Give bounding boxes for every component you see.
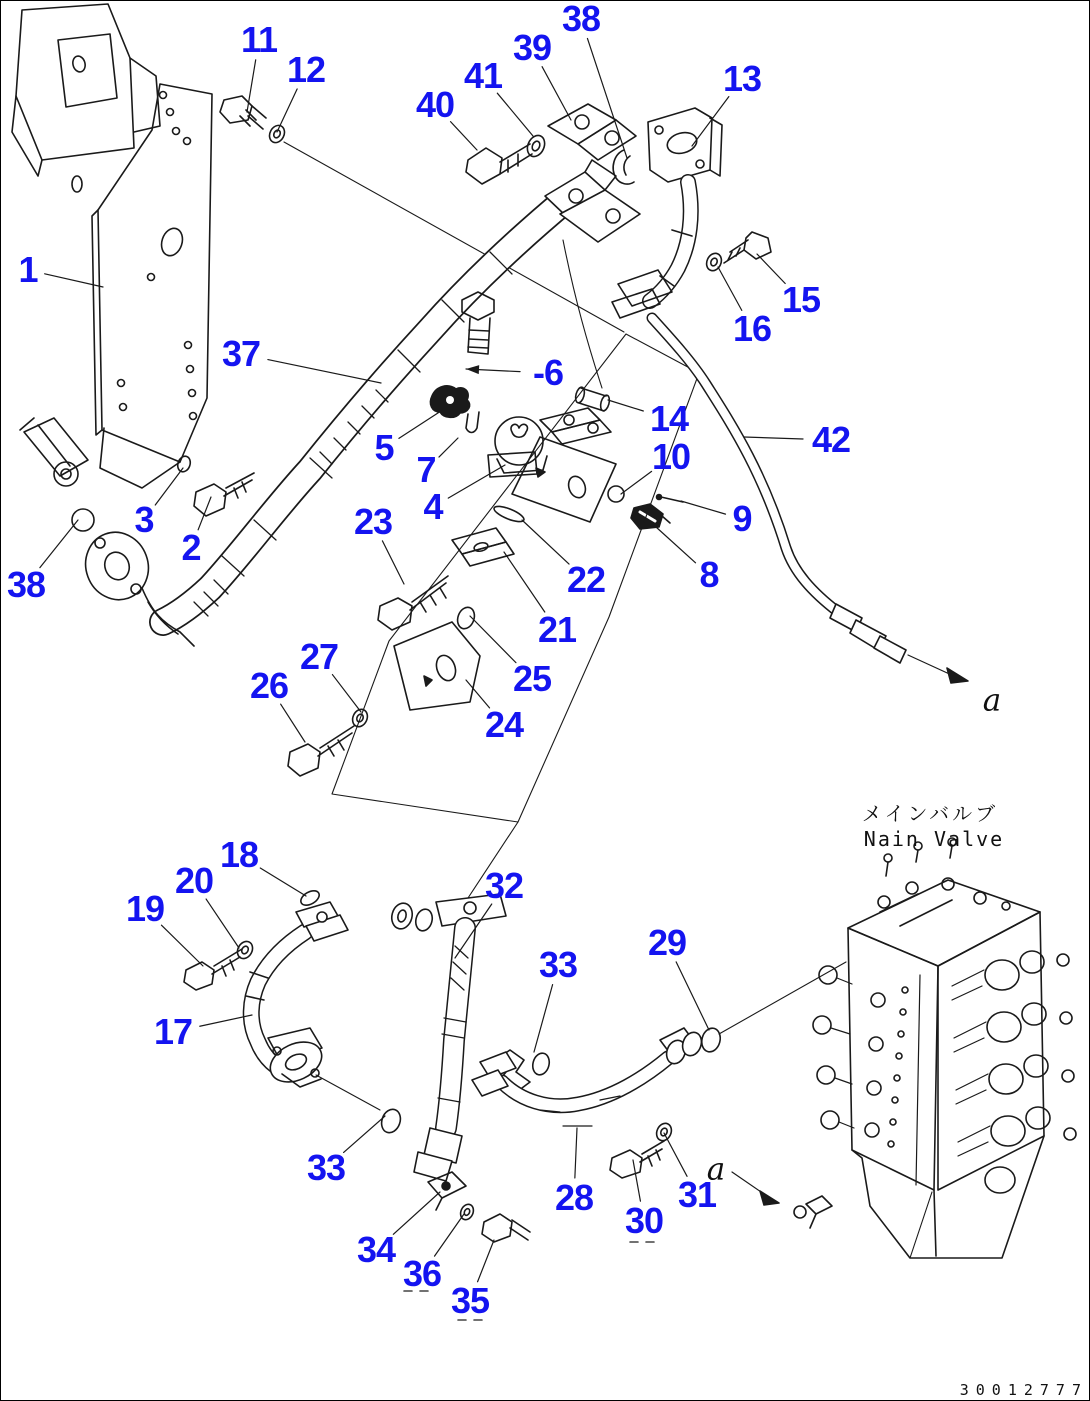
callout-40-5: 40 (415, 84, 455, 125)
callout-41-4: 41 (463, 55, 503, 96)
leader-line-18 (260, 868, 306, 896)
leader-line-25 (470, 616, 516, 663)
callout-5-12: 5 (374, 427, 394, 468)
callout-8-22: 8 (699, 554, 719, 595)
leader-line-3 (155, 468, 183, 505)
leader-line-7 (439, 438, 458, 457)
callout-27-27: 27 (299, 636, 339, 677)
callout-16-9: 16 (732, 308, 772, 349)
leader-line-12 (277, 89, 297, 132)
leader-line-36 (435, 1214, 464, 1256)
callout-33-35: 33 (538, 944, 578, 985)
callout-35-43: 35 (450, 1280, 490, 1321)
valve-4-assembly (430, 386, 683, 631)
leader-line-1 (45, 274, 103, 287)
leader-line-27 (332, 675, 361, 712)
callout-2-20: 2 (181, 527, 201, 568)
callout-3-19: 3 (134, 499, 154, 540)
callout-9-18: 9 (732, 498, 752, 539)
leader-line-42 (744, 437, 803, 439)
panel-outline (332, 334, 699, 898)
callout-14-14: 14 (649, 398, 689, 439)
leader-line-2 (198, 497, 211, 530)
leader-line-29 (676, 962, 709, 1030)
callout-31-39: 31 (677, 1174, 717, 1215)
callout-33-37: 33 (306, 1147, 346, 1188)
leader-line-26 (281, 704, 305, 742)
main-valve (794, 838, 1076, 1258)
callout-10-16: 10 (651, 436, 691, 477)
hose-37 (163, 160, 640, 622)
callout-11-0: 11 (240, 19, 278, 60)
leader-line-22 (522, 520, 569, 564)
callout-19-32: 19 (125, 888, 165, 929)
leader-line-31 (664, 1133, 687, 1176)
hose-42 (649, 318, 968, 683)
callout-37-10: 37 (221, 333, 261, 374)
leader-line-38 (587, 38, 627, 158)
leader-line-35 (478, 1240, 494, 1282)
leader-line-28 (575, 1128, 577, 1178)
callout-42-15: 42 (811, 419, 851, 460)
callout-20-31: 20 (174, 860, 214, 901)
callout-12-1: 12 (286, 49, 326, 90)
callout-1-7: 1 (18, 249, 38, 290)
callout-34-41: 34 (356, 1229, 396, 1270)
main-valve-label-en: Nain Valve (863, 827, 1005, 851)
leader-line-33 (534, 985, 553, 1052)
leader-line-15 (757, 254, 785, 283)
callout-30-40: 30 (624, 1200, 664, 1241)
leader-line-9 (681, 501, 726, 514)
callout-7-13: 7 (416, 449, 436, 490)
callout-28-38: 28 (554, 1177, 594, 1218)
callout-26-28: 26 (249, 665, 289, 706)
callout-39-3: 39 (512, 27, 552, 68)
callout-23-21: 23 (353, 501, 393, 542)
callout-24-29: 24 (484, 704, 524, 745)
leader-line-30 (633, 1160, 640, 1201)
leader-line-19 (161, 925, 203, 966)
leader-line-23 (382, 541, 404, 584)
view-ref-a-1: a (706, 1151, 726, 1188)
callout-32-33: 32 (484, 865, 524, 906)
callout-22-23: 22 (566, 559, 606, 600)
callout-25-26: 25 (512, 658, 552, 699)
leader-line-16 (718, 267, 742, 310)
callout-38-2: 38 (561, 0, 601, 39)
callout-29-34: 29 (647, 922, 687, 963)
hose-17-group (184, 888, 404, 1136)
callout-6-11: -6 (532, 352, 564, 393)
leader-line-21 (504, 552, 545, 612)
callout-36-42: 36 (402, 1253, 442, 1294)
leader-line-41 (497, 93, 533, 136)
callout-13-6: 13 (722, 58, 762, 99)
main-valve-label-jp: メインバルブ (861, 801, 999, 826)
callout-4-17: 4 (423, 486, 443, 527)
leader-line-4 (448, 465, 505, 498)
leader-arrowhead-6 (466, 365, 479, 374)
callout-38-24: 38 (6, 564, 46, 605)
leader-line-8 (656, 527, 696, 563)
leader-line-40 (451, 122, 477, 150)
leader-line-5 (399, 411, 441, 438)
drawing-number: 30012777 (959, 1381, 1088, 1399)
callout-17-36: 17 (153, 1011, 193, 1052)
leader-line-10 (621, 471, 652, 494)
leader-line-14 (608, 400, 643, 411)
callout-15-8: 15 (781, 279, 821, 320)
leader-line-39 (542, 67, 571, 120)
leader-line-11 (247, 60, 256, 112)
callout-18-30: 18 (219, 834, 259, 875)
view-ref-a-0: a (982, 682, 1002, 719)
leader-line-34 (393, 1192, 440, 1234)
callout-21-25: 21 (537, 609, 577, 650)
leader-line-37 (268, 360, 381, 383)
leader-line-38 (40, 520, 78, 568)
leader-line-33 (344, 1116, 385, 1152)
bracket-part-1 (12, 4, 212, 488)
leader-line-20 (206, 899, 239, 948)
